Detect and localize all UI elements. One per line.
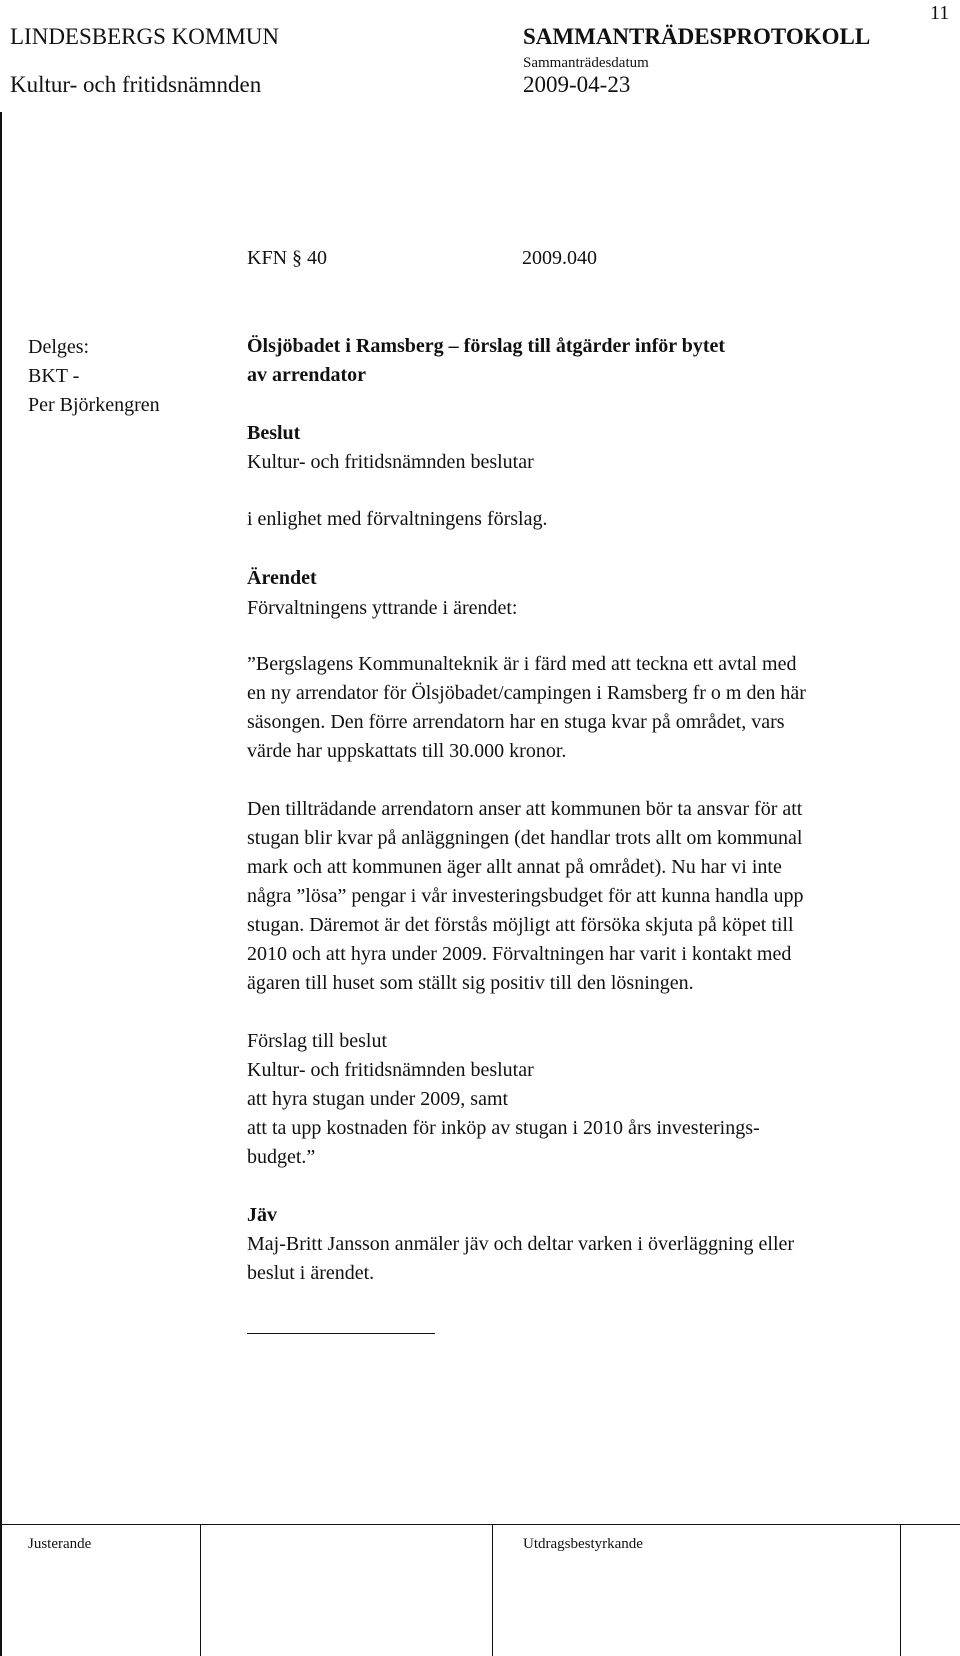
committee-name: Kultur- och fritidsnämnden — [10, 72, 262, 97]
statement-line: en ny arrendator för Ölsjöbadet/campingen i Ramsberg fr o m den här — [247, 682, 806, 704]
jav-heading: Jäv — [247, 1204, 277, 1226]
case-title: av arrendator — [247, 364, 367, 386]
statement-line: ”Bergslagens Kommunalteknik är i färd med att teckna ett avtal med — [247, 653, 797, 675]
distribution-line: Per Björkengren — [28, 394, 160, 416]
statement-line: värde har uppskattats till 30.000 kronor. — [247, 740, 567, 762]
statement-line: stugan. Däremot är det förstås möjligt att försöka skjuta på köpet till — [247, 914, 794, 936]
footer-rule — [0, 1524, 960, 1525]
statement-line: 2010 och att hyra under 2009. Förvaltningen har varit i kontakt med — [247, 943, 792, 965]
statement-line: säsongen. Den förre arrendatorn har en stuga kvar på området, vars — [247, 711, 785, 733]
left-margin-line — [0, 112, 2, 1656]
proposal-line: budget.” — [247, 1146, 316, 1168]
proposal-line: Förslag till beslut — [247, 1030, 387, 1052]
proposal-line: att hyra stugan under 2009, samt — [247, 1088, 509, 1110]
municipality-name: LINDESBERGS KOMMUN — [10, 24, 279, 49]
meeting-date-label: Sammanträdesdatum — [523, 55, 649, 71]
arendet-intro: Förvaltningens yttrande i ärendet: — [247, 597, 518, 619]
beslut-heading: Beslut — [247, 422, 301, 444]
statement-line: mark och att kommunen äger allt annat på området). Nu har vi inte — [247, 856, 782, 878]
case-title: Ölsjöbadet i Ramsberg – förslag till åtgärder inför bytet — [247, 335, 726, 357]
statement-line: stugan blir kvar på anläggningen (det handlar trots allt om kommunal — [247, 827, 803, 849]
distribution-label: Delges: — [28, 336, 90, 358]
section-end-rule — [247, 1333, 435, 1334]
meeting-date: 2009-04-23 — [523, 72, 631, 97]
paragraph-number: KFN § 40 — [247, 247, 328, 269]
jav-line: beslut i ärendet. — [247, 1262, 375, 1284]
beslut-line: i enlighet med förvaltningens förslag. — [247, 508, 548, 530]
distribution-line: BKT - — [28, 365, 80, 387]
statement-line: Den tillträdande arrendatorn anser att kommunen bör ta ansvar för att — [247, 798, 803, 820]
statement-line: ägaren till huset som ställt sig positiv till den lösningen. — [247, 972, 694, 994]
signature-divider — [492, 1524, 493, 1656]
page-number: 11 — [930, 2, 950, 24]
beslut-line: Kultur- och fritidsnämnden beslutar — [247, 451, 534, 473]
statement-line: några ”lösa” pengar i vår investeringsbudget för att kunna handla upp — [247, 885, 804, 907]
signature-divider — [900, 1524, 901, 1656]
signature-divider — [200, 1524, 201, 1656]
arendet-heading: Ärendet — [247, 567, 317, 589]
proposal-line: Kultur- och fritidsnämnden beslutar — [247, 1059, 534, 1081]
proposal-line: att ta upp kostnaden för inköp av stugan i 2010 års investerings- — [247, 1117, 760, 1139]
justerande-label: Justerande — [28, 1536, 92, 1552]
document-type: SAMMANTRÄDESPROTOKOLL — [523, 24, 871, 49]
utdragsbestyrkande-label: Utdragsbestyrkande — [523, 1536, 643, 1552]
jav-line: Maj-Britt Jansson anmäler jäv och deltar varken i överläggning eller — [247, 1233, 795, 1255]
diary-number: 2009.040 — [522, 247, 597, 269]
